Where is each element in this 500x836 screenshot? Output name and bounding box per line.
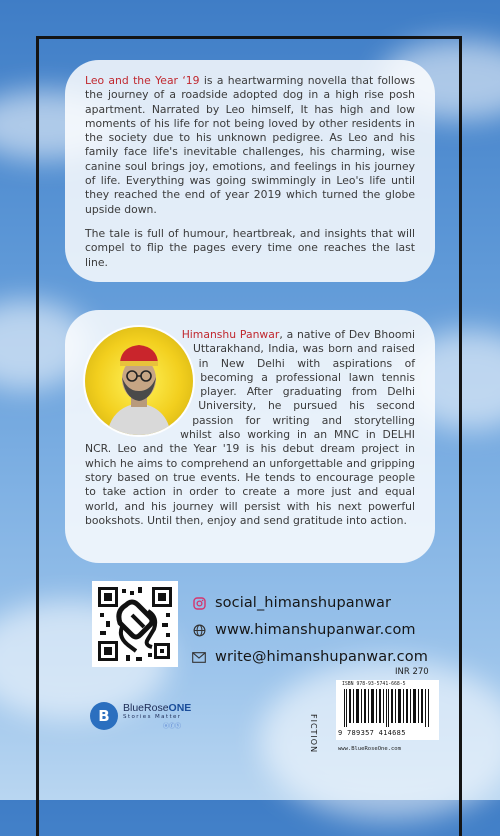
book-title: Leo and the Year ‘19	[85, 74, 200, 87]
publisher-logo	[90, 702, 191, 730]
author-portrait-icon	[85, 327, 193, 435]
bluerose-logo-icon: B	[90, 702, 118, 730]
instagram-icon	[192, 596, 206, 610]
publisher-text	[123, 702, 191, 730]
publisher-social-icons: ⓞⓕⓨ	[163, 723, 182, 730]
globe-icon	[192, 623, 206, 637]
barcode-number: 9 789357 414685	[338, 729, 406, 737]
contact-list	[192, 591, 428, 672]
publisher-name	[123, 702, 191, 714]
contact-website[interactable]	[192, 618, 428, 642]
blurb-paragraph-1	[85, 74, 415, 217]
qr-code	[92, 581, 178, 667]
contact-label: www.himanshupanwar.com	[215, 622, 416, 638]
barcode-bars	[342, 689, 432, 727]
publisher-name-part2: ONE	[168, 702, 192, 714]
author-bio-text: , a native of Dev Bhoomi Uttarakhand, India, was born and raised in New Delhi with aspirations of becoming a professional lawn tennis player. After graduating from Delhi University, he pursued his second passion for writing and storytelling whilst also working in an MNC in DELHI NCR. Leo and the Year '19 is his debut dream project in which he aims to comprehend an unforgettable and gripping story based on true events. He tends to encourage people to take action in order to create a more just and equal world, and his journey will persist with his next powerful bookshots. Until then, enjoy and send gratitude into action.	[85, 328, 415, 527]
publisher-tagline: Stories Matter	[123, 714, 182, 720]
blurb-paragraph-2: The tale is full of humour, heartbreak, and insights that will compel to flip the pages every time one reaches the last line.	[85, 226, 415, 269]
mail-icon	[192, 650, 206, 664]
isbn-text: ISBN 978-93-5741-668-5	[342, 682, 406, 687]
author-bio-panel	[65, 310, 435, 563]
price-label: INR 270	[395, 667, 429, 677]
contact-label: social_himanshupanwar	[215, 595, 392, 611]
author-name: Himanshu Panwar	[181, 328, 280, 341]
isbn-barcode	[336, 680, 439, 740]
contact-instagram[interactable]	[192, 591, 428, 615]
author-photo	[85, 327, 193, 435]
contact-label: write@himanshupanwar.com	[215, 649, 428, 665]
publisher-name-part1: BlueRose	[123, 702, 169, 714]
genre-label: FICTION	[309, 714, 318, 754]
blurb-text: is a heartwarming novella that follows the journey of a roadside adopted dog in a high rise posh apartment. Narrated by Leo himself, It has high and low moments of his life for not being loved by other residents in the society due to his unknown pedigree. As Leo and his family face life's inevitable challenges, his charming, wise canine soul brings joy, emotions, and feelings in his journey of life. Everything was going swimmingly in Leo's life until they reached the end of year 2019 which turned the globe upside down.	[85, 74, 415, 216]
blurb-panel	[65, 60, 435, 282]
publisher-website[interactable]: www.BlueRoseOne.com	[338, 746, 401, 752]
contact-email[interactable]	[192, 645, 428, 669]
